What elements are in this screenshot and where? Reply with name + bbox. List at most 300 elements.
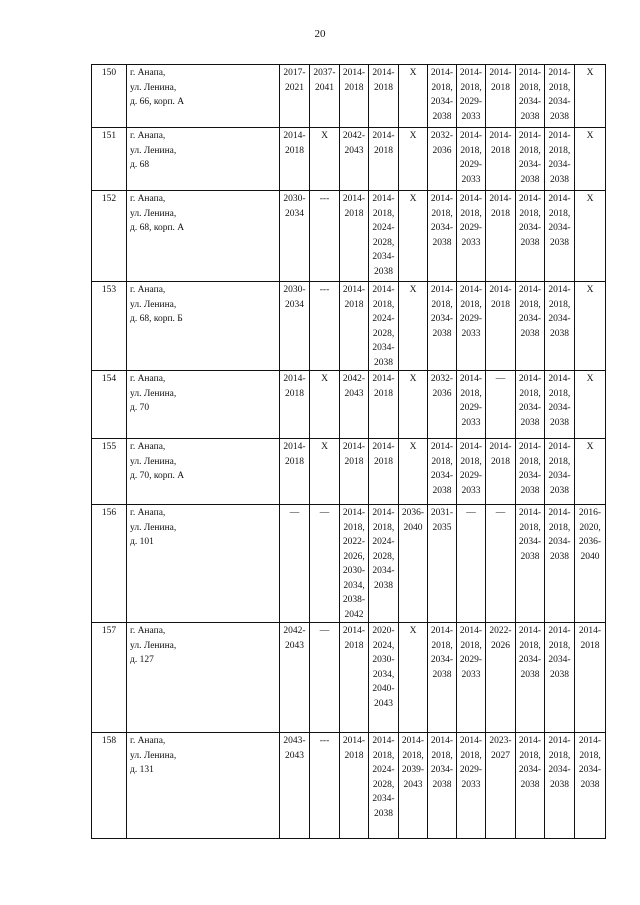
table-body [92, 65, 606, 839]
period-cell [457, 128, 486, 191]
period-line: 2018, [372, 299, 395, 310]
period-cell [575, 65, 606, 128]
period-cell [457, 623, 486, 733]
period-cell [399, 733, 428, 839]
period-line: 2018 [491, 456, 510, 467]
period-line: 2029- [459, 471, 483, 481]
period-cell [399, 128, 428, 191]
period-line: 2018 [491, 299, 510, 310]
row-number: 152 [92, 191, 127, 282]
period-cell [486, 505, 516, 623]
period-line: 2014- [372, 68, 395, 78]
period-cell [575, 282, 606, 371]
period-line: 2014- [342, 508, 366, 518]
period-line: 2029- [459, 97, 483, 107]
period-line: 2014- [548, 626, 571, 636]
period-line: 2043 [403, 779, 423, 790]
period-line: Х [586, 285, 594, 295]
period-line: 2014- [459, 736, 483, 746]
period-cell [457, 191, 486, 282]
period-line: 2036- [401, 508, 425, 518]
period-line: — [289, 508, 300, 518]
period-cell [310, 128, 340, 191]
table-row [92, 128, 606, 191]
period-line: 2029- [459, 223, 483, 233]
table-row [92, 371, 606, 439]
period-cell [457, 65, 486, 128]
period-line: 2014- [489, 194, 512, 204]
period-line: 2018 [285, 456, 304, 467]
address-line: ул. Ленина, [130, 388, 177, 399]
period-cell [545, 439, 575, 505]
address-line: г. Анапа, [130, 508, 166, 518]
row-number: 158 [92, 733, 127, 839]
period-line: 2018 [491, 208, 510, 219]
period-line: 2038 [374, 357, 393, 368]
period-line: 2033 [461, 174, 481, 185]
address-line: д. 70 [130, 403, 150, 413]
period-line: 2018, [402, 750, 424, 761]
period-line: Х [586, 442, 594, 452]
period-line: Х [409, 374, 417, 384]
period-line: 2034- [548, 655, 571, 665]
period-cell [486, 733, 516, 839]
address-cell [127, 505, 280, 623]
period-line: 2038 [374, 808, 393, 819]
period-line: 2040- [372, 684, 395, 694]
period-line: 2020, [579, 522, 601, 533]
period-line: 2018 [285, 145, 304, 156]
period-cell [545, 371, 575, 439]
period-line: — [319, 626, 330, 636]
period-cell [516, 191, 545, 282]
period-line: 2031- [430, 508, 454, 518]
period-line: 2034, [372, 669, 395, 680]
period-line: 2024- [372, 537, 395, 547]
period-line: 2014- [548, 374, 571, 384]
period-line: 2024- [372, 223, 395, 233]
period-line: 2018, [431, 208, 453, 219]
period-cell [310, 65, 340, 128]
period-line: 2038 [520, 485, 540, 496]
period-line: 2038 [550, 417, 569, 428]
page-number: 20 [314, 28, 326, 40]
period-line: 2014- [283, 374, 306, 384]
period-line: 2032- [430, 374, 454, 384]
period-line: 2034- [430, 765, 454, 775]
period-cell [399, 505, 428, 623]
period-cell [575, 439, 606, 505]
period-cell [280, 191, 310, 282]
period-line: 2014- [459, 626, 483, 636]
period-cell [310, 733, 340, 839]
period-line: 2029- [459, 765, 483, 775]
period-line: 2043 [285, 750, 304, 761]
period-line: 2038 [520, 237, 540, 248]
period-cell [369, 282, 399, 371]
period-cell [486, 623, 516, 733]
period-line: 2034- [372, 343, 395, 353]
address-line: г. Анапа, [130, 736, 166, 746]
address-line: д. 68, корп. А [130, 223, 185, 233]
period-line: --- [319, 736, 330, 746]
address-line: д. 68 [130, 160, 150, 170]
period-line: Х [321, 442, 328, 452]
period-line: 2014- [372, 374, 395, 384]
period-cell [545, 282, 575, 371]
period-cell [486, 128, 516, 191]
period-line: 2014- [518, 374, 542, 384]
period-line: 2043 [374, 698, 393, 709]
period-line: 2034 [285, 299, 304, 310]
period-line: 2014- [342, 68, 366, 78]
period-line: 2014- [401, 736, 425, 746]
period-cell [516, 371, 545, 439]
address-line: д. 131 [130, 765, 154, 775]
period-line: 2034- [430, 223, 454, 233]
address-cell [127, 439, 280, 505]
period-line: 2018, [548, 145, 571, 156]
period-line: — [466, 508, 476, 518]
period-cell [280, 65, 310, 128]
period-line: Х [409, 626, 417, 636]
period-line: 2043 [344, 145, 364, 156]
address-line: ул. Ленина, [130, 456, 177, 467]
period-line: 2018, [519, 145, 541, 156]
period-line: Х [409, 131, 417, 141]
period-line: 2042- [342, 374, 366, 384]
period-line: 2034- [578, 765, 602, 775]
period-cell [486, 439, 516, 505]
period-line: 2034- [518, 160, 542, 170]
period-line: 2014- [518, 194, 542, 204]
period-line: 2014- [548, 736, 571, 746]
period-line: 2032- [430, 131, 454, 141]
period-line: 2038 [520, 111, 540, 122]
period-line: 2038- [342, 595, 366, 605]
row-number: 153 [92, 282, 127, 371]
period-line: 2014- [518, 736, 542, 746]
period-line: 2014- [430, 285, 454, 295]
period-cell [340, 282, 369, 371]
period-line: 2014- [430, 626, 454, 636]
period-line: Х [586, 374, 594, 384]
period-line: 2014- [548, 194, 571, 204]
table-row [92, 439, 606, 505]
period-line: 2038 [550, 111, 569, 122]
address-line: д. 70, корп. А [130, 471, 185, 481]
period-cell [369, 128, 399, 191]
period-cell [280, 623, 310, 733]
period-line: Х [409, 442, 417, 452]
period-line: 2028, [372, 237, 395, 248]
period-line: 2034- [548, 314, 571, 324]
period-cell [575, 128, 606, 191]
period-line: 2034- [372, 252, 395, 262]
period-line: 2028, [372, 551, 395, 562]
period-line: Х [409, 194, 417, 204]
period-line: 2033 [461, 111, 481, 122]
period-line: --- [319, 194, 330, 204]
period-line: 2014- [372, 442, 395, 452]
period-line: Х [586, 131, 594, 141]
period-cell [457, 282, 486, 371]
period-line: 2034- [372, 566, 395, 576]
period-cell [369, 505, 399, 623]
period-line: 2018, [343, 522, 365, 533]
table-row [92, 282, 606, 371]
period-line: 2030- [372, 655, 395, 665]
period-line: 2024- [372, 314, 395, 324]
period-line: 2018, [460, 640, 482, 651]
period-cell [428, 371, 457, 439]
period-cell [369, 191, 399, 282]
period-line: 2039- [401, 765, 425, 775]
period-line: 2041 [315, 82, 334, 93]
period-line: 2030- [283, 285, 306, 295]
period-cell [310, 191, 340, 282]
period-line: 2014- [459, 131, 483, 141]
period-cell [340, 128, 369, 191]
period-cell [486, 371, 516, 439]
period-line: 2018, [519, 640, 541, 651]
period-line: 2034- [548, 403, 571, 413]
period-line: Х [409, 68, 417, 78]
period-line: 2034- [548, 97, 571, 107]
period-line: 2018 [344, 299, 364, 310]
period-line: 2018, [431, 640, 453, 651]
period-cell [516, 505, 545, 623]
address-cell [127, 191, 280, 282]
period-line: 2036 [432, 145, 452, 156]
period-line: 2014- [372, 194, 395, 204]
period-line: 2018, [548, 750, 571, 761]
period-line: 2014- [518, 508, 542, 518]
period-cell [399, 191, 428, 282]
period-line: 2018, [519, 522, 541, 533]
table-row [92, 733, 606, 839]
period-line: 2018 [491, 82, 510, 93]
period-line: 2034- [518, 655, 542, 665]
address-line: г. Анапа, [130, 194, 166, 204]
period-cell [340, 733, 369, 839]
period-line: 2028, [372, 779, 395, 790]
period-line: 2038 [550, 779, 569, 790]
period-cell [575, 733, 606, 839]
period-cell [280, 505, 310, 623]
period-cell [545, 65, 575, 128]
address-line: д. 68, корп. Б [130, 314, 183, 324]
period-line: 2018, [519, 750, 541, 761]
period-line: 2018, [548, 456, 571, 467]
period-line: 2024, [372, 640, 395, 651]
period-cell [369, 439, 399, 505]
period-line: 2014- [518, 285, 542, 295]
row-number: 157 [92, 623, 127, 733]
period-cell [280, 282, 310, 371]
period-line: 2033 [461, 485, 481, 496]
period-cell [575, 191, 606, 282]
period-cell [280, 439, 310, 505]
period-line: 2014- [372, 285, 395, 295]
period-line: 2024- [372, 765, 395, 775]
period-line: 2034- [518, 403, 542, 413]
period-line: Х [321, 131, 328, 141]
period-line: 2038 [520, 669, 540, 680]
period-cell [486, 191, 516, 282]
period-line: 2014- [430, 442, 454, 452]
period-line: 2030- [342, 566, 366, 576]
period-line: 2029- [459, 314, 483, 324]
period-cell [399, 65, 428, 128]
period-cell [516, 65, 545, 128]
period-line: 2027 [491, 750, 510, 761]
period-line: 2014- [372, 508, 395, 518]
period-line: 2014- [459, 68, 483, 78]
period-cell [516, 128, 545, 191]
period-line: 2040 [580, 551, 600, 562]
period-line: 2038 [432, 669, 452, 680]
period-line: 2014- [459, 374, 483, 384]
address-line: г. Анапа, [130, 68, 166, 78]
period-line: 2034- [430, 314, 454, 324]
row-number: 154 [92, 371, 127, 439]
period-line: 2034- [518, 314, 542, 324]
period-line: 2034- [518, 471, 542, 481]
period-line: 2018, [548, 208, 571, 219]
period-line: 2014- [283, 442, 306, 452]
period-cell [340, 505, 369, 623]
schedule-table [91, 64, 606, 839]
period-line: 2018, [579, 750, 601, 761]
period-line: 2033 [461, 328, 481, 339]
period-line: 2038 [550, 174, 569, 185]
period-line: 2038 [520, 551, 540, 562]
period-line: 2018, [548, 82, 571, 93]
period-cell [399, 282, 428, 371]
period-line: 2014- [372, 736, 395, 746]
period-line: 2022- [342, 537, 366, 547]
period-line: 2033 [461, 417, 481, 428]
period-cell [310, 439, 340, 505]
address-line: ул. Ленина, [130, 145, 177, 156]
period-cell [545, 128, 575, 191]
period-line: 2038 [520, 174, 540, 185]
period-line: — [319, 508, 330, 518]
period-line: 2036- [578, 537, 602, 547]
period-cell [486, 65, 516, 128]
period-line: 2014- [430, 736, 454, 746]
period-line: 2038 [550, 237, 569, 248]
period-line: 2018, [519, 456, 541, 467]
period-cell [457, 439, 486, 505]
period-line: 2033 [461, 669, 481, 680]
period-cell [428, 733, 457, 839]
period-line: 2040 [403, 522, 423, 533]
period-line: 2038 [550, 551, 569, 562]
period-line: — [495, 374, 506, 384]
period-cell [575, 505, 606, 623]
address-cell [127, 65, 280, 128]
period-line: 2034, [343, 580, 365, 591]
period-line: 2034- [548, 471, 571, 481]
address-line: ул. Ленина, [130, 208, 177, 219]
period-line: 2018, [548, 299, 571, 310]
period-line: 2018, [519, 299, 541, 310]
address-line: г. Анапа, [130, 374, 166, 384]
period-cell [516, 439, 545, 505]
period-cell [280, 371, 310, 439]
period-line: 2043- [283, 736, 306, 746]
period-cell [310, 282, 340, 371]
period-line: 2034- [430, 97, 454, 107]
period-line: 2018, [460, 388, 482, 399]
period-cell [310, 623, 340, 733]
period-line: 2014- [342, 736, 366, 746]
period-line: 2026, [343, 551, 365, 562]
period-cell [428, 623, 457, 733]
period-line: 2038 [550, 328, 569, 339]
period-cell [280, 128, 310, 191]
period-line: 2018, [372, 522, 395, 533]
period-cell [399, 371, 428, 439]
table-row [92, 623, 606, 733]
period-line: 2018, [460, 145, 482, 156]
period-line: 2014- [548, 131, 571, 141]
period-cell [457, 371, 486, 439]
period-line: 2018, [548, 388, 571, 399]
period-line: Х [409, 285, 417, 295]
period-line: 2014- [342, 194, 366, 204]
period-cell [575, 623, 606, 733]
period-line: 2020- [372, 626, 395, 636]
row-number: 155 [92, 439, 127, 505]
period-cell [369, 623, 399, 733]
period-line: 2042 [344, 609, 364, 620]
period-line: 2034- [518, 223, 542, 233]
period-line: 2014- [578, 736, 602, 746]
period-line: 2043 [344, 388, 364, 399]
period-line: 2014- [548, 442, 571, 452]
period-line: 2018, [460, 82, 482, 93]
period-line: 2018, [460, 208, 482, 219]
period-cell [369, 371, 399, 439]
row-number: 150 [92, 65, 127, 128]
period-line: 2034- [430, 471, 454, 481]
period-cell [399, 623, 428, 733]
period-cell [369, 733, 399, 839]
period-line: 2014- [489, 131, 512, 141]
period-line: 2018, [519, 388, 541, 399]
period-line: 2014- [430, 68, 454, 78]
period-line: 2018 [374, 456, 393, 467]
period-line: 2014- [518, 68, 542, 78]
period-line: 2034- [548, 160, 571, 170]
address-line: д. 101 [130, 537, 154, 547]
address-cell [127, 282, 280, 371]
period-cell [545, 733, 575, 839]
period-line: 2018, [519, 82, 541, 93]
period-line: 2014- [489, 68, 512, 78]
period-line: 2021 [285, 82, 304, 93]
period-line: 2034 [285, 208, 304, 219]
address-cell [127, 623, 280, 733]
period-line: 2030- [283, 194, 306, 204]
period-line: 2038 [432, 485, 452, 496]
period-line: 2014- [489, 285, 512, 295]
period-line: 2038 [432, 779, 452, 790]
period-line: 2026 [491, 640, 510, 651]
